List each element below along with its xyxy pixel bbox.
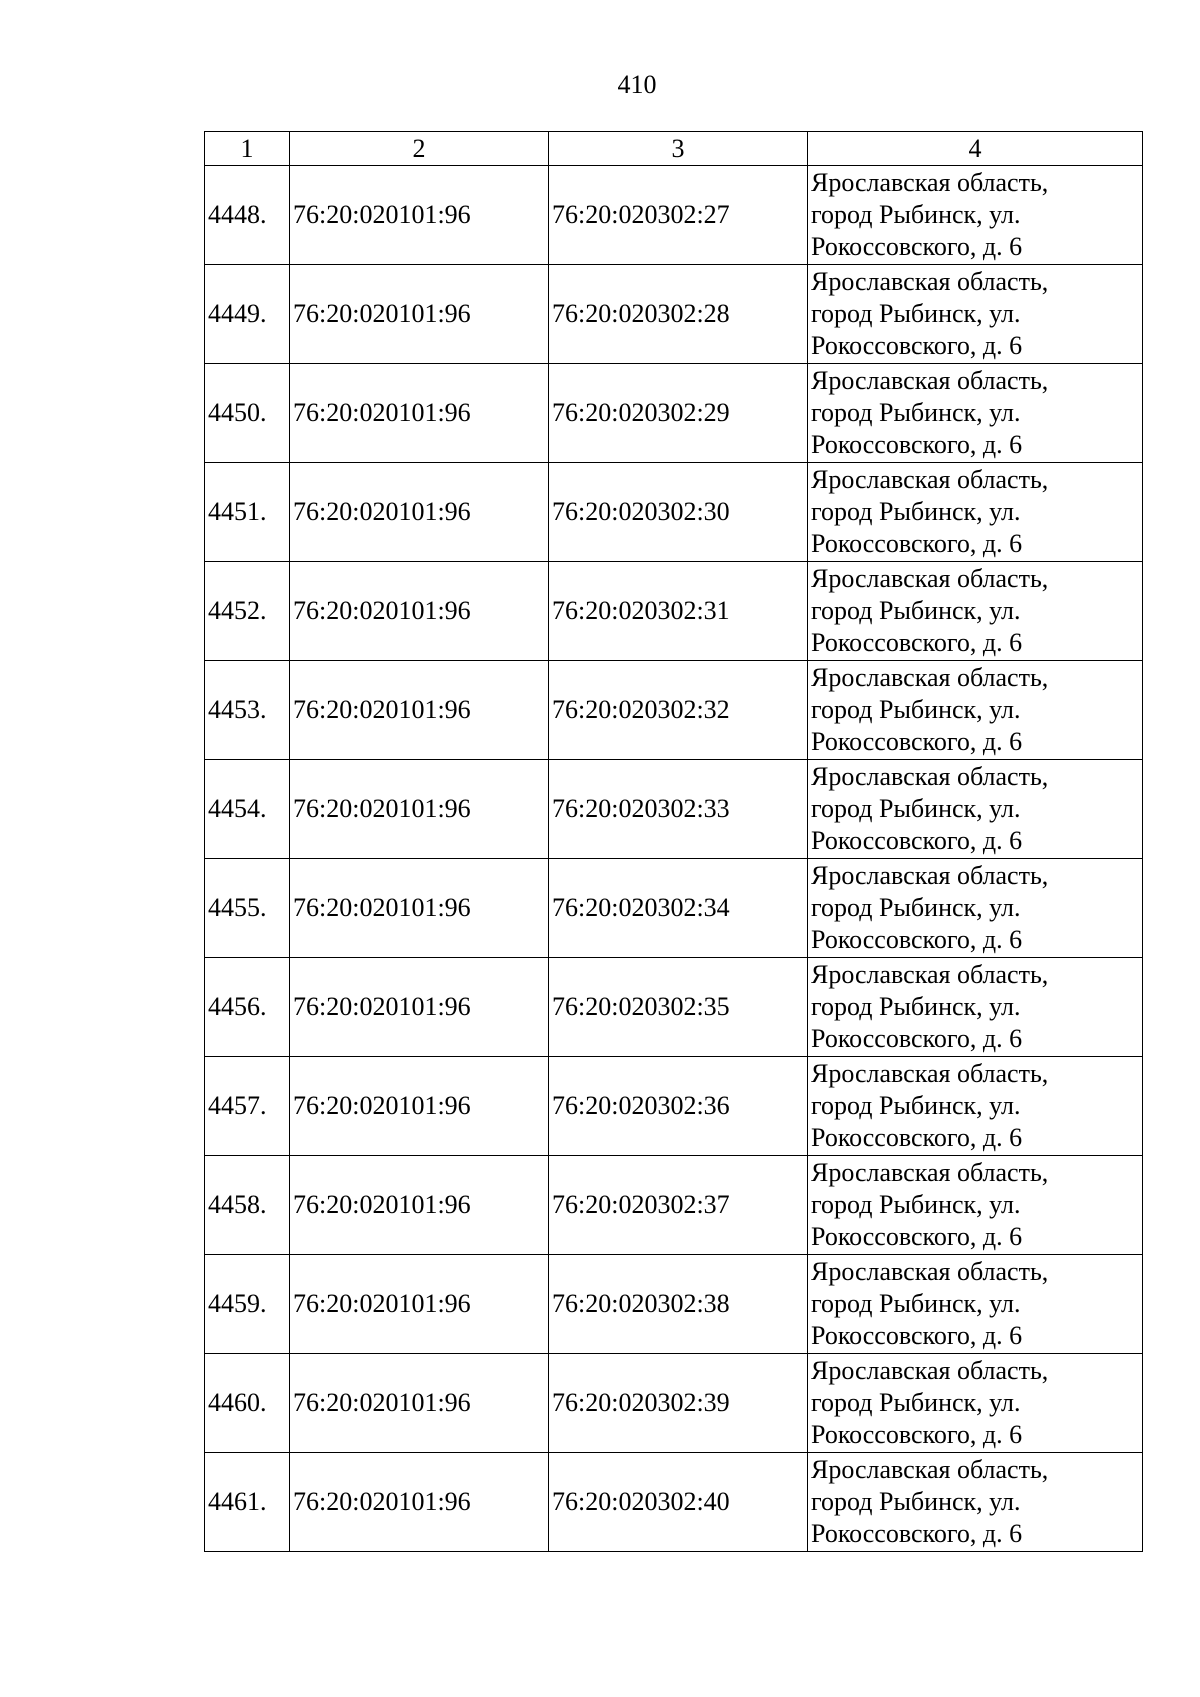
cadastral-number-cell: 76:20:020302:40 bbox=[549, 1453, 808, 1552]
address-line: Ярославская область, bbox=[811, 663, 1049, 692]
address-line: Рокоссовского, д. 6 bbox=[811, 727, 1023, 756]
address-line: город Рыбинск, ул. bbox=[811, 1289, 1021, 1318]
column-header-2: 2 bbox=[290, 132, 549, 166]
row-number-cell: 4456. bbox=[205, 958, 290, 1057]
address-line: Ярославская область, bbox=[811, 267, 1049, 296]
cadastral-table bbox=[204, 131, 1143, 1552]
table-row bbox=[205, 760, 1143, 859]
cadastral-number-cell: 76:20:020302:39 bbox=[549, 1354, 808, 1453]
cadastral-number-cell: 76:20:020302:37 bbox=[549, 1156, 808, 1255]
table-row bbox=[205, 1255, 1143, 1354]
parent-cadastral-number-cell: 76:20:020101:96 bbox=[290, 364, 549, 463]
address-line: Ярославская область, bbox=[811, 861, 1049, 890]
cadastral-number-cell: 76:20:020302:35 bbox=[549, 958, 808, 1057]
address-line: Рокоссовского, д. 6 bbox=[811, 826, 1023, 855]
parent-cadastral-number-cell: 76:20:020101:96 bbox=[290, 463, 549, 562]
column-header-4: 4 bbox=[808, 132, 1143, 166]
address-line: Ярославская область, bbox=[811, 1158, 1049, 1187]
address-cell bbox=[808, 166, 1143, 265]
address-line: Рокоссовского, д. 6 bbox=[811, 331, 1023, 360]
address-line: Рокоссовского, д. 6 bbox=[811, 1024, 1023, 1053]
address-line: Рокоссовского, д. 6 bbox=[811, 1222, 1023, 1251]
address-cell bbox=[808, 1255, 1143, 1354]
address-line: город Рыбинск, ул. bbox=[811, 1091, 1021, 1120]
table-row bbox=[205, 958, 1143, 1057]
address-line: город Рыбинск, ул. bbox=[811, 893, 1021, 922]
table-row bbox=[205, 1156, 1143, 1255]
cadastral-number-cell: 76:20:020302:38 bbox=[549, 1255, 808, 1354]
address-line: город Рыбинск, ул. bbox=[811, 1487, 1021, 1516]
address-cell bbox=[808, 562, 1143, 661]
address-line: город Рыбинск, ул. bbox=[811, 497, 1021, 526]
address-line: город Рыбинск, ул. bbox=[811, 1388, 1021, 1417]
parent-cadastral-number-cell: 76:20:020101:96 bbox=[290, 958, 549, 1057]
address-line: Рокоссовского, д. 6 bbox=[811, 1519, 1023, 1548]
column-header-1: 1 bbox=[205, 132, 290, 166]
address-line: город Рыбинск, ул. bbox=[811, 299, 1021, 328]
parent-cadastral-number-cell: 76:20:020101:96 bbox=[290, 760, 549, 859]
table-row bbox=[205, 661, 1143, 760]
address-line: Рокоссовского, д. 6 bbox=[811, 430, 1023, 459]
row-number-cell: 4457. bbox=[205, 1057, 290, 1156]
parent-cadastral-number-cell: 76:20:020101:96 bbox=[290, 661, 549, 760]
address-line: Рокоссовского, д. 6 bbox=[811, 232, 1023, 261]
table-row bbox=[205, 265, 1143, 364]
address-line: город Рыбинск, ул. bbox=[811, 1190, 1021, 1219]
row-number-cell: 4448. bbox=[205, 166, 290, 265]
parent-cadastral-number-cell: 76:20:020101:96 bbox=[290, 265, 549, 364]
table-row bbox=[205, 1354, 1143, 1453]
row-number-cell: 4451. bbox=[205, 463, 290, 562]
row-number-cell: 4450. bbox=[205, 364, 290, 463]
address-line: Рокоссовского, д. 6 bbox=[811, 529, 1023, 558]
address-line: Рокоссовского, д. 6 bbox=[811, 1321, 1023, 1350]
cadastral-number-cell: 76:20:020302:34 bbox=[549, 859, 808, 958]
address-line: Ярославская область, bbox=[811, 564, 1049, 593]
parent-cadastral-number-cell: 76:20:020101:96 bbox=[290, 1255, 549, 1354]
address-line: Ярославская область, bbox=[811, 960, 1049, 989]
address-cell bbox=[808, 364, 1143, 463]
row-number-cell: 4452. bbox=[205, 562, 290, 661]
address-cell bbox=[808, 1057, 1143, 1156]
address-cell bbox=[808, 958, 1143, 1057]
address-line: Ярославская область, bbox=[811, 1356, 1049, 1385]
address-line: город Рыбинск, ул. bbox=[811, 398, 1021, 427]
address-line: город Рыбинск, ул. bbox=[811, 794, 1021, 823]
column-header-3: 3 bbox=[549, 132, 808, 166]
parent-cadastral-number-cell: 76:20:020101:96 bbox=[290, 1057, 549, 1156]
row-number-cell: 4453. bbox=[205, 661, 290, 760]
address-cell bbox=[808, 1453, 1143, 1552]
parent-cadastral-number-cell: 76:20:020101:96 bbox=[290, 1453, 549, 1552]
row-number-cell: 4461. bbox=[205, 1453, 290, 1552]
cadastral-number-cell: 76:20:020302:28 bbox=[549, 265, 808, 364]
address-line: Ярославская область, bbox=[811, 168, 1049, 197]
address-line: город Рыбинск, ул. bbox=[811, 200, 1021, 229]
table-row bbox=[205, 562, 1143, 661]
table-row bbox=[205, 364, 1143, 463]
address-line: Ярославская область, bbox=[811, 1257, 1049, 1286]
table-row bbox=[205, 1057, 1143, 1156]
address-cell bbox=[808, 859, 1143, 958]
parent-cadastral-number-cell: 76:20:020101:96 bbox=[290, 859, 549, 958]
row-number-cell: 4455. bbox=[205, 859, 290, 958]
address-cell bbox=[808, 463, 1143, 562]
address-line: Рокоссовского, д. 6 bbox=[811, 628, 1023, 657]
address-line: Рокоссовского, д. 6 bbox=[811, 925, 1023, 954]
address-line: Рокоссовского, д. 6 bbox=[811, 1420, 1023, 1449]
table-row bbox=[205, 463, 1143, 562]
row-number-cell: 4459. bbox=[205, 1255, 290, 1354]
address-cell bbox=[808, 1354, 1143, 1453]
address-line: Ярославская область, bbox=[811, 366, 1049, 395]
cadastral-number-cell: 76:20:020302:36 bbox=[549, 1057, 808, 1156]
table-row bbox=[205, 166, 1143, 265]
address-cell bbox=[808, 265, 1143, 364]
row-number-cell: 4454. bbox=[205, 760, 290, 859]
address-line: город Рыбинск, ул. bbox=[811, 695, 1021, 724]
cadastral-number-cell: 76:20:020302:27 bbox=[549, 166, 808, 265]
address-cell bbox=[808, 661, 1143, 760]
table-row bbox=[205, 859, 1143, 958]
cadastral-number-cell: 76:20:020302:33 bbox=[549, 760, 808, 859]
address-line: Ярославская область, bbox=[811, 1059, 1049, 1088]
page-number: 410 bbox=[617, 70, 657, 99]
address-cell bbox=[808, 1156, 1143, 1255]
address-line: Ярославская область, bbox=[811, 465, 1049, 494]
table-body bbox=[205, 166, 1143, 1552]
cadastral-number-cell: 76:20:020302:32 bbox=[549, 661, 808, 760]
parent-cadastral-number-cell: 76:20:020101:96 bbox=[290, 166, 549, 265]
address-line: Ярославская область, bbox=[811, 1455, 1049, 1484]
cadastral-number-cell: 76:20:020302:29 bbox=[549, 364, 808, 463]
parent-cadastral-number-cell: 76:20:020101:96 bbox=[290, 1156, 549, 1255]
cadastral-number-cell: 76:20:020302:30 bbox=[549, 463, 808, 562]
address-cell bbox=[808, 760, 1143, 859]
address-line: Рокоссовского, д. 6 bbox=[811, 1123, 1023, 1152]
row-number-cell: 4460. bbox=[205, 1354, 290, 1453]
table-header-row bbox=[205, 132, 1143, 166]
table-row bbox=[205, 1453, 1143, 1552]
address-line: город Рыбинск, ул. bbox=[811, 992, 1021, 1021]
address-line: город Рыбинск, ул. bbox=[811, 596, 1021, 625]
row-number-cell: 4449. bbox=[205, 265, 290, 364]
cadastral-number-cell: 76:20:020302:31 bbox=[549, 562, 808, 661]
parent-cadastral-number-cell: 76:20:020101:96 bbox=[290, 1354, 549, 1453]
address-line: Ярославская область, bbox=[811, 762, 1049, 791]
row-number-cell: 4458. bbox=[205, 1156, 290, 1255]
parent-cadastral-number-cell: 76:20:020101:96 bbox=[290, 562, 549, 661]
